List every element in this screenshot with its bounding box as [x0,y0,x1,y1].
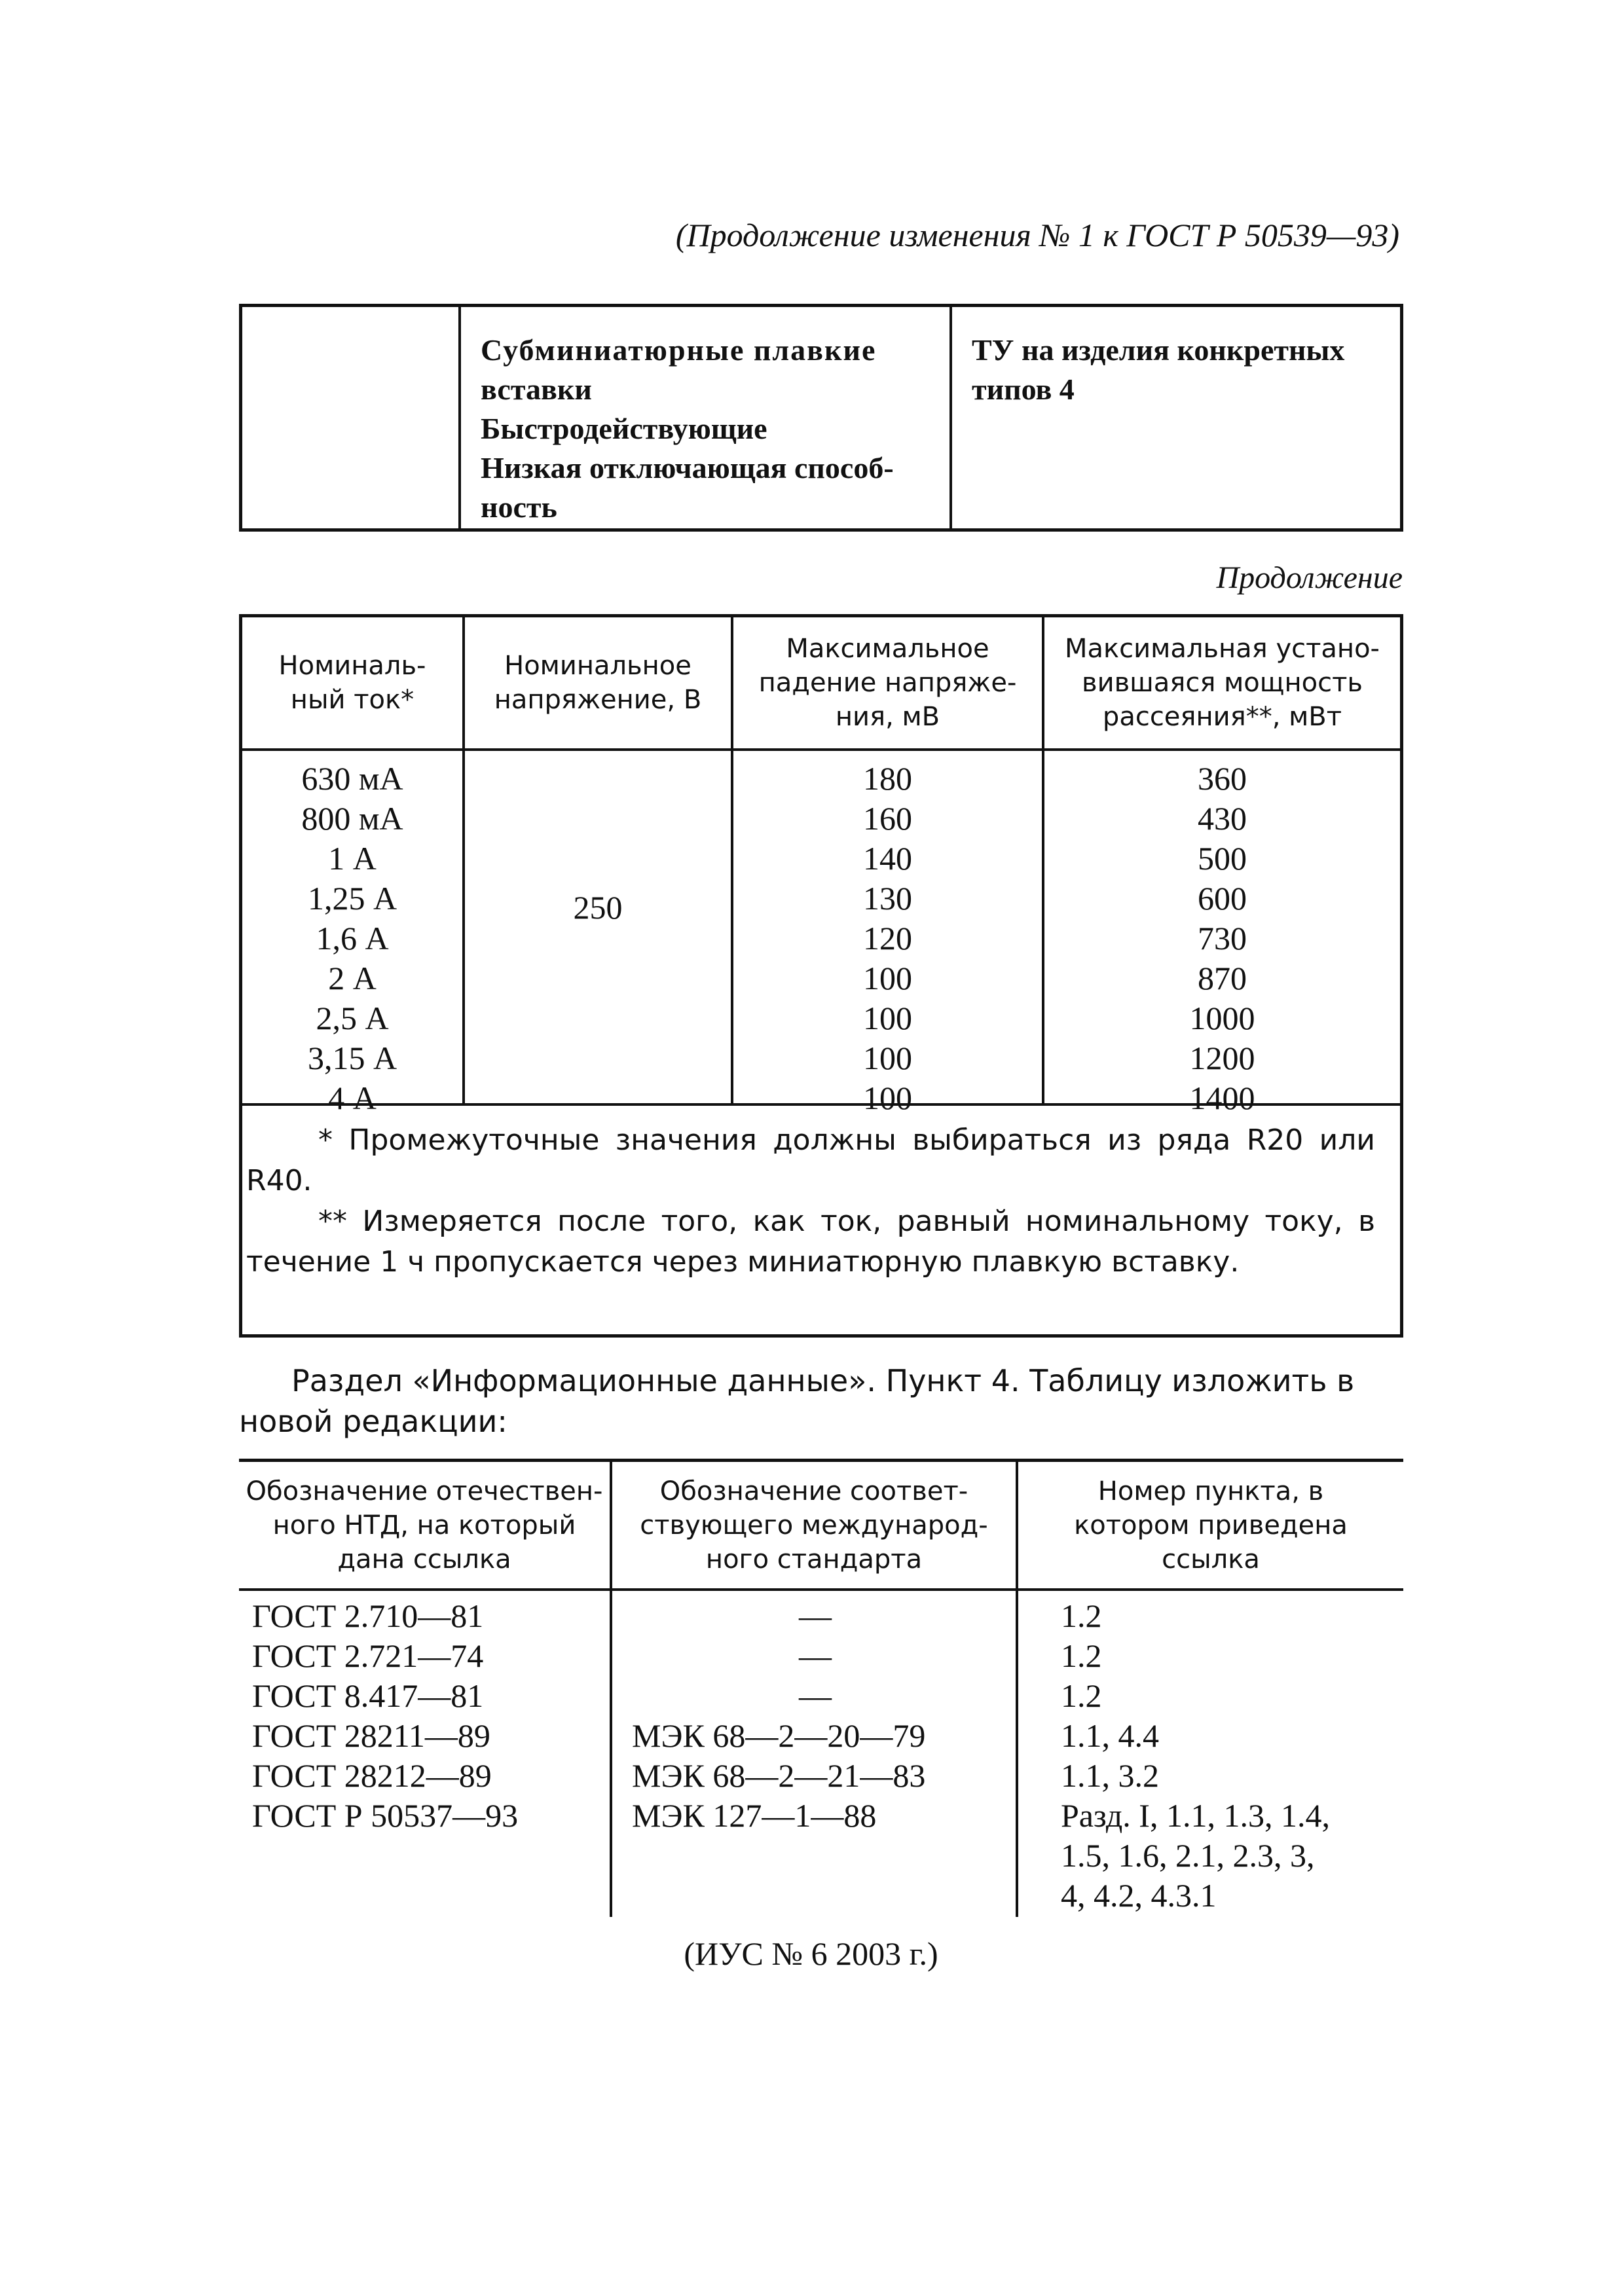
table-cell: 1.1, 3.2 [1061,1757,1159,1794]
table-cell: 1400 [1189,1080,1255,1116]
table-cell: 120 [863,920,912,957]
table-cell: 3,15 А [307,1040,397,1076]
header-clause-number: Номер пункта, в котором приведена ссылка [1074,1476,1348,1575]
table-cell: Разд. I, 1.1, 1.3, 1.4, [1061,1797,1330,1834]
empty-cell [242,307,461,528]
header-max-power: Максимальная устано- вившаяся мощность рассеяния**, мВт [1065,634,1380,732]
table-cell: — [799,1597,832,1634]
header-national-doc: Обозначение отечествен- ного НТД, на который дана ссылка [239,1462,612,1588]
table-cell: МЭК 127—1—88 [632,1797,877,1834]
table-cell: 730 [1198,920,1247,957]
table-cell: 1.1, 4.4 [1061,1717,1159,1754]
table-cell: 1,25 А [307,880,397,917]
table-cell: МЭК 68—2—21—83 [632,1757,926,1794]
table-cell: 1.2 [1061,1597,1102,1634]
table-cell: — [799,1677,832,1714]
table-cell: 1.5, 1.6, 2.1, 2.3, 3, [1061,1837,1315,1874]
table-cell: 1.2 [1061,1677,1102,1714]
table-cell: ГОСТ 8.417—81 [252,1677,484,1714]
table-cell: 800 мА [301,800,403,837]
international-standard-column [612,1591,1018,1917]
table-cell: ГОСТ 2.721—74 [252,1637,484,1674]
ratings-table-body [242,751,1400,1116]
references-table-header [239,1462,1403,1591]
power-column [1044,751,1400,1116]
national-doc-column [239,1591,612,1917]
rated-current-column [242,751,465,1116]
publication-reference: (ИУС № 6 2003 г.) [684,1935,938,1972]
spec-reference-line: типов 4 [972,373,1075,406]
spec-reference-cell [952,307,1400,528]
table-cell: 4, 4.2, 4.3.1 [1061,1877,1217,1914]
table-cell: 100 [863,1040,912,1076]
ratings-table-footnotes [242,1103,1400,1334]
continuation-label: Продолжение [1216,560,1403,595]
clause-number-column [1018,1591,1403,1917]
fuse-description-cell [461,307,952,528]
table-cell: ГОСТ Р 50537—93 [252,1797,519,1834]
footnote-measurement: ** Измеряется после того, как ток, равный номинальному току, в течение 1 ч пропускается через миниатюрную плавкую вставку. [246,1205,1375,1279]
table-cell: 100 [863,960,912,996]
table-cell: ГОСТ 28212—89 [252,1757,492,1794]
table-cell: 160 [863,800,912,837]
ratings-table-header [242,617,1400,751]
continuation-header: (Продолжение изменения № 1 к ГОСТ Р 50539—93) [675,217,1399,253]
fuse-description-line: вставки [481,373,592,406]
table-cell: 1000 [1189,1000,1255,1036]
table-cell: 4 А [328,1080,377,1116]
header-rated-voltage: Номинальное напряжение, В [465,617,733,748]
table-cell: 250 [573,889,623,926]
table-cell: 1200 [1189,1040,1255,1076]
table-cell: 130 [863,880,912,917]
header-max-voltage-drop: Максимальное падение напряже- ния, мВ [733,617,1044,748]
fuse-description-line: Субминиатюрные плавкие [481,333,877,367]
table-cell: 630 мА [301,760,403,797]
table-cell: 360 [1198,760,1247,797]
table-cell: 2 А [328,960,377,996]
table-cell: 600 [1198,880,1247,917]
fuse-type-table [239,304,1403,532]
table-cell: 500 [1198,840,1247,877]
table-cell: 140 [863,840,912,877]
references-table [239,1459,1403,1917]
fuse-description-line: Низкая отключающая способ- [481,451,894,484]
table-cell: 870 [1198,960,1247,996]
voltage-drop-column [733,751,1044,1116]
footnote-intermediate-values: * Промежуточные значения должны выбираться из ряда R20 или R40. [246,1123,1375,1197]
table-cell: 1.2 [1061,1637,1102,1674]
references-table-body [239,1591,1403,1917]
fuse-description-line: ность [481,490,557,524]
header-rated-current: Номиналь- ный ток* [242,617,465,748]
table-cell: 2,5 А [316,1000,389,1036]
header-international-standard: Обозначение соответ- ствующего международ- ного стандарта [612,1462,1018,1588]
table-cell: ГОСТ 28211—89 [252,1717,490,1754]
table-cell: 100 [863,1000,912,1036]
table-cell: МЭК 68—2—20—79 [632,1717,926,1754]
table-cell: 430 [1198,800,1247,837]
table-cell: 1 А [328,840,377,877]
rated-voltage-column [465,751,733,1103]
ratings-table [239,614,1403,1338]
table-cell: ГОСТ 2.710—81 [252,1597,484,1634]
section-instruction-paragraph: Раздел «Информационные данные». Пункт 4. Таблицу изложить в новой редакции: [239,1363,1355,1439]
table-cell: — [799,1637,832,1674]
fuse-description-line: Быстродействующие [481,412,767,445]
spec-reference-line: ТУ на изделия конкретных [972,333,1345,367]
table-cell: 100 [863,1080,912,1116]
table-cell: 1,6 А [316,920,389,957]
table-cell: 180 [863,760,912,797]
